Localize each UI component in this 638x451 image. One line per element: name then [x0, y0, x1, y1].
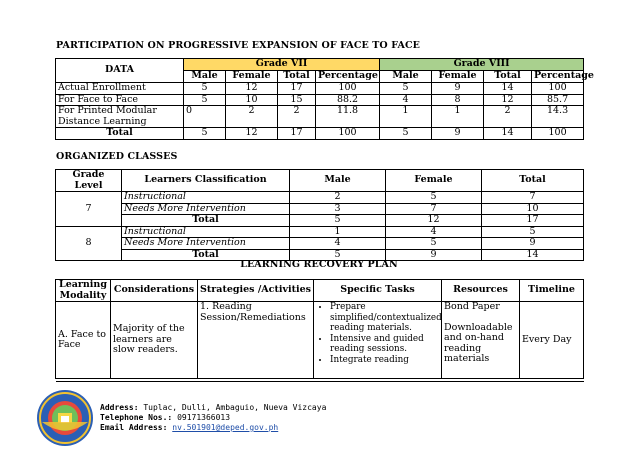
cell: 9: [386, 249, 482, 261]
cell: 4: [386, 226, 482, 238]
tasks-cell: [314, 302, 442, 379]
recovery-title: LEARNING RECOVERY PLAN: [240, 259, 398, 270]
classification: Needs More Intervention: [122, 238, 290, 250]
cell: 9: [482, 238, 584, 250]
col-header: Specific Tasks: [314, 280, 442, 302]
table-row: [56, 215, 584, 227]
cell: 100: [316, 128, 380, 140]
resource-item: Bond Paper: [444, 301, 500, 312]
cell: 5: [290, 215, 386, 227]
task-item: • Integrate reading: [330, 355, 439, 366]
cell: 5: [482, 226, 584, 238]
cell: 12: [386, 215, 482, 227]
cell: 14: [482, 249, 584, 261]
cell: 7: [386, 203, 482, 215]
cell: 1: [380, 106, 432, 128]
footer-phone: [100, 413, 230, 422]
col-header: Learning Modality: [56, 280, 111, 302]
recovery-table: [55, 279, 584, 379]
classification: Total: [122, 249, 290, 261]
school-seal-logo: [36, 389, 94, 447]
cell: 0: [184, 106, 226, 128]
address-label: Address:: [100, 403, 139, 412]
task-item: • Prepare simplified/contextualized reading materials.: [330, 302, 439, 334]
sub-header: Male: [380, 71, 432, 83]
table-row: [56, 203, 584, 215]
col-header: Female: [386, 170, 482, 192]
cell: 1: [290, 226, 386, 238]
modality-cell: A. Face to Face: [56, 302, 111, 379]
sub-header: Total: [278, 71, 316, 83]
cell: 9: [432, 83, 484, 95]
classification: Total: [122, 215, 290, 227]
organized-title: ORGANIZED CLASSES: [56, 151, 178, 162]
cell: 100: [316, 83, 380, 95]
cell: 8: [432, 94, 484, 106]
table-row: [56, 128, 584, 140]
cell: 100: [532, 128, 584, 140]
cell: 14.3: [532, 106, 584, 128]
classification: Instructional: [122, 192, 290, 204]
classification: Instructional: [122, 226, 290, 238]
cell: 1: [432, 106, 484, 128]
sub-header: Percentage: [316, 71, 380, 83]
table-row: [56, 94, 584, 106]
cell: 88.2: [316, 94, 380, 106]
sub-header: Female: [226, 71, 278, 83]
grade-level: 8: [56, 226, 122, 261]
cell: 5: [184, 94, 226, 106]
cell: 5: [290, 249, 386, 261]
footer-divider: [56, 381, 584, 382]
cell: 17: [278, 128, 316, 140]
table-row: [56, 106, 584, 128]
col-header: Resources: [442, 280, 520, 302]
cell: 10: [226, 94, 278, 106]
resources-cell: [442, 302, 520, 379]
table-row: [56, 238, 584, 250]
resource-item: Downloadable and on-hand reading materials: [444, 321, 513, 364]
cell: 17: [482, 215, 584, 227]
cell: 3: [290, 203, 386, 215]
phone-value: 09171366013: [177, 413, 231, 422]
sub-header: Male: [184, 71, 226, 83]
cell: 14: [484, 128, 532, 140]
col-header: Grade Level: [56, 170, 122, 192]
cell: 12: [226, 83, 278, 95]
cell: 5: [386, 238, 482, 250]
col-header: Learners Classification: [122, 170, 290, 192]
cell: 5: [380, 83, 432, 95]
cell: 85.7: [532, 94, 584, 106]
data-header: DATA: [56, 59, 184, 83]
cell: 11.8: [316, 106, 380, 128]
cell: 2: [226, 106, 278, 128]
grade8-header: Grade VIII: [380, 59, 584, 71]
row-label: For Face to Face: [56, 94, 184, 106]
cell: 5: [184, 128, 226, 140]
email-link[interactable]: nv.501901@deped.gov.ph: [172, 423, 279, 432]
strategies-cell: 1. Reading Session/Remediations: [198, 302, 314, 379]
cell: 7: [482, 192, 584, 204]
cell: 2: [290, 192, 386, 204]
table-row: [56, 302, 584, 379]
grade7-header: Grade VII: [184, 59, 380, 71]
considerations-cell: Majority of the learners are slow readers.: [111, 302, 198, 379]
row-label: Total: [56, 128, 184, 140]
grade-level: 7: [56, 192, 122, 227]
sub-header: Total: [484, 71, 532, 83]
sub-header: Percentage: [532, 71, 584, 83]
cell: 4: [380, 94, 432, 106]
phone-label: Telephone Nos.:: [100, 413, 173, 422]
cell: 17: [278, 83, 316, 95]
cell: 4: [290, 238, 386, 250]
table-row: [56, 192, 584, 204]
timeline-cell: Every Day: [520, 302, 584, 379]
cell: 5: [184, 83, 226, 95]
cell: 5: [380, 128, 432, 140]
sub-header: Female: [432, 71, 484, 83]
cell: 5: [386, 192, 482, 204]
row-label: For Printed Modular Distance Learning: [56, 106, 184, 128]
cell: 2: [278, 106, 316, 128]
organized-table: [55, 169, 584, 261]
col-header: Timeline: [520, 280, 584, 302]
task-item: • Intensive and guided reading sessions.: [330, 334, 439, 355]
email-label: Email Address:: [100, 423, 168, 432]
footer-address: [100, 403, 326, 412]
cell: 9: [432, 128, 484, 140]
table-row: [56, 83, 584, 95]
participation-table: [55, 58, 594, 140]
cell: 14: [484, 83, 532, 95]
address-value: Tuplac, Dulli, Ambaguio, Nueva Vizcaya: [143, 403, 327, 412]
col-header: Male: [290, 170, 386, 192]
cell: 15: [278, 94, 316, 106]
participation-title: PARTICIPATION ON PROGRESSIVE EXPANSION OF FACE TO FACE: [56, 40, 420, 51]
table-row: [56, 226, 584, 238]
cell: 12: [484, 94, 532, 106]
cell: 2: [484, 106, 532, 128]
footer-email: [100, 423, 278, 432]
classification: Needs More Intervention: [122, 203, 290, 215]
cell: 12: [226, 128, 278, 140]
col-header: Total: [482, 170, 584, 192]
col-header: Considerations: [111, 280, 198, 302]
cell: 10: [482, 203, 584, 215]
col-header: Strategies /Activities: [198, 280, 314, 302]
cell: 100: [532, 83, 584, 95]
row-label: Actual Enrollment: [56, 83, 184, 95]
